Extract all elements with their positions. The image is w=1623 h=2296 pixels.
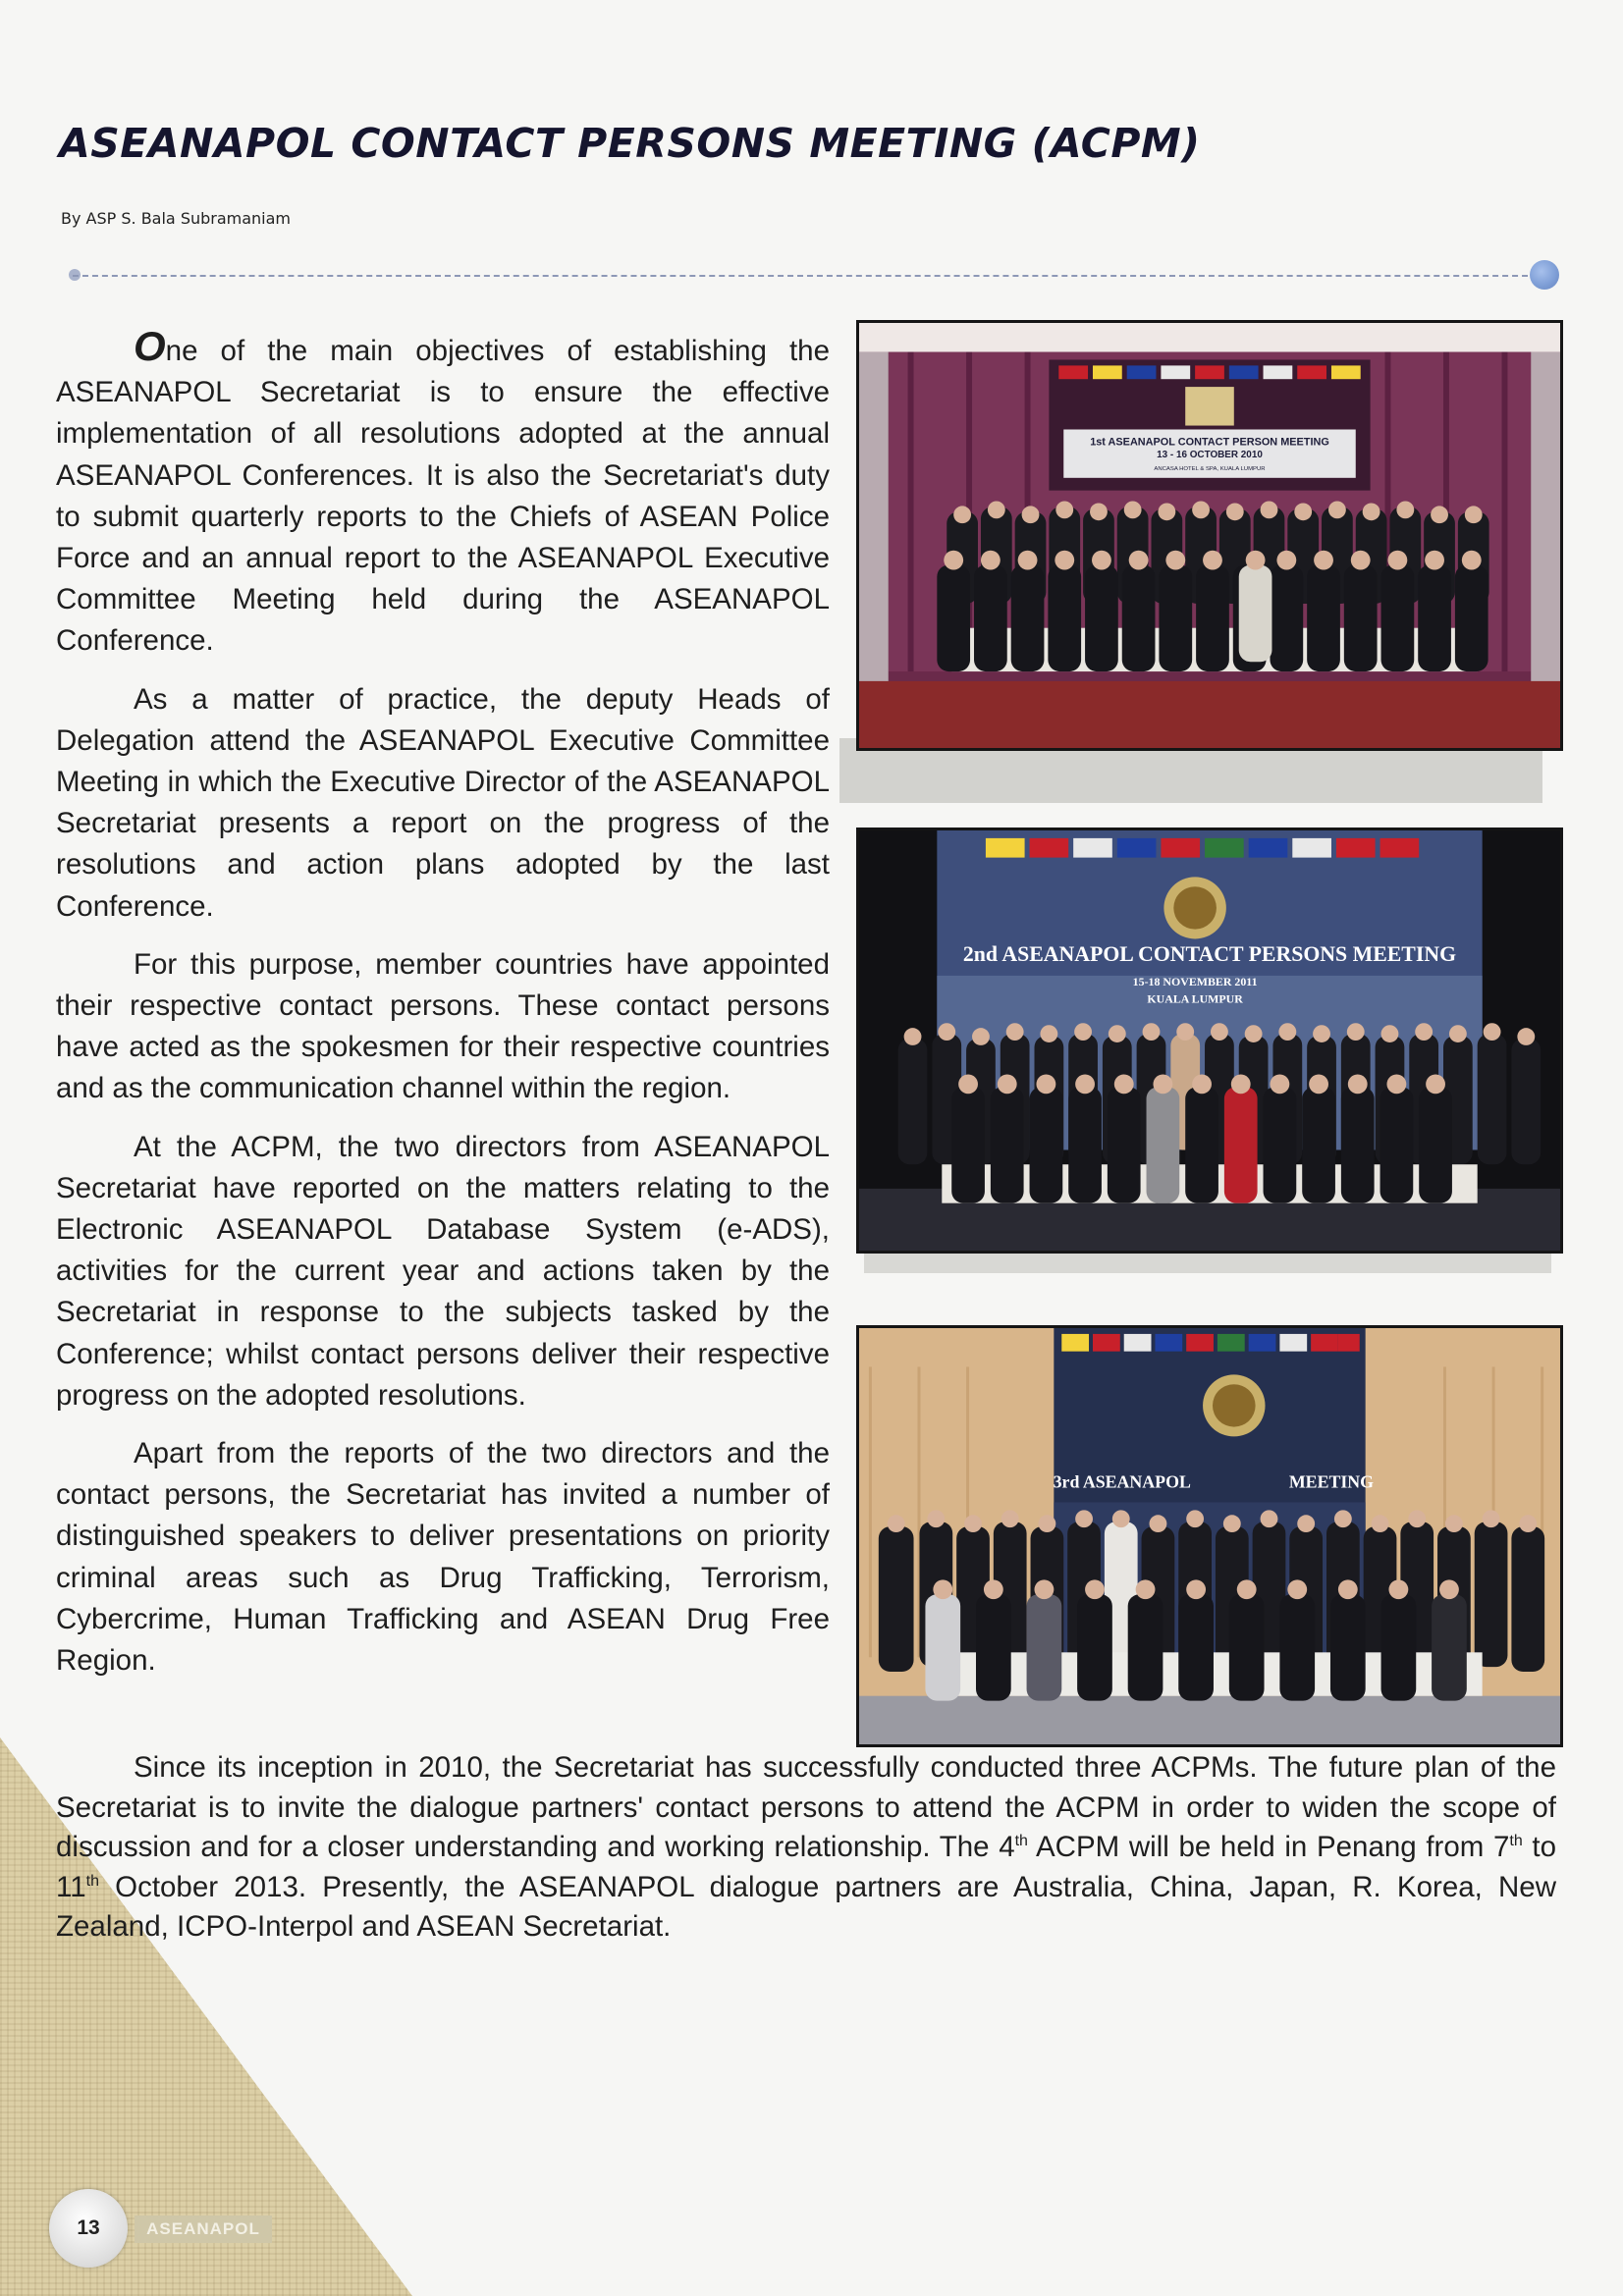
dashed-divider: [73, 275, 1538, 277]
paragraph-1: [56, 323, 830, 663]
byline: By ASP S. Bala Subramaniam: [61, 209, 292, 228]
photo-2-banner-line-2: 15-18 NOVEMBER 2011: [1132, 974, 1258, 988]
paragraph-1-text: ne of the main objectives of establishing the ASEANAPOL Secretariat is to ensure the effective implementation of all resolutions adopted at the annual ASEANAPOL Conferences. It is also the Secretariat's duty to submit quarterly reports to the Chiefs of ASEAN Police Force and an annual report to the ASEANAPOL Executive Committee Meeting held during the ASEANAPOL Conference.: [56, 335, 830, 658]
paragraph-5: Apart from the reports of the two directors and the contact persons, the Secretariat has invited a number of distinguished speakers to deliver presentations on priority criminal areas such as Drug Trafficking, Terrorism, Cybercrime, Human Trafficking and ASEAN Drug Free Region.: [56, 1437, 830, 1678]
superscript: th: [1509, 1833, 1523, 1850]
photo-1-banner-line-2: 13 - 16 OCTOBER 2010: [1157, 450, 1263, 461]
photo-shadow: [864, 1252, 1551, 1273]
drop-cap: O: [134, 323, 166, 369]
footer-label: ASEANAPOL: [135, 2216, 272, 2243]
paragraph-4: At the ACPM, the two directors from ASEANAPOL Secretariat have reported on the matters relating to the Electronic ASEANAPOL Database System (e-ADS), activities for the current year and actions taken by the Secretariat in response to the subjects tasked by the Conference; whilst contact persons deliver their respective progress on the adopted resolutions.: [56, 1130, 830, 1412]
p6-part-d: October 2013. Presently, the ASEANAPOL dialogue partners are Australia, China, Japan, R. Korea, New Zealand, ICPO-Interpol and ASEAN Secretariat.: [56, 1870, 1556, 1943]
photo-1st-acpm-group: [856, 320, 1563, 751]
photo-1-banner-line-1: 1st ASEANAPOL CONTACT PERSON MEETING: [1090, 436, 1329, 449]
article-title: ASEANAPOL CONTACT PERSONS MEETING (ACPM): [59, 120, 1201, 167]
photo-2nd-acpm-group: [856, 828, 1563, 1254]
superscript: th: [85, 1872, 99, 1890]
article-closing-paragraph: [56, 1748, 1556, 1948]
photo-2-banner-line-1: 2nd ASEANAPOL CONTACT PERSONS MEETING: [962, 942, 1457, 967]
p6-part-a: Since its inception in 2010, the Secretariat has successfully conducted three ACPMs. The future plan of the Secretariat is to invite the dialogue partners' contact persons to attend the ACPM in order to widen the scope of discussion and for a closer understanding and working relationship. The 4: [56, 1751, 1556, 1863]
photo-2-banner-line-3: KUALA LUMPUR: [1147, 991, 1243, 1006]
page-number-badge: 13: [49, 2189, 128, 2268]
photo-1-banner-line-3: ANCASA HOTEL & SPA, KUALA LUMPUR: [1154, 465, 1266, 472]
paragraph-3: For this purpose, member countries have appointed their respective contact persons. These contact persons have acted as the spokesmen for their respective countries and as the communication channel within the region.: [56, 947, 830, 1105]
superscript: th: [1014, 1833, 1028, 1850]
paragraph-2: As a matter of practice, the deputy Heads of Delegation attend the ASEANAPOL Executive Committee Meeting in which the Executive Director of the ASEANAPOL Secretariat presents a report on the progress of the resolutions and action plans adopted by the last Conference.: [56, 682, 830, 923]
p6-part-b: ACPM will be held in Penang from 7: [1027, 1831, 1510, 1863]
p6-part-c: to 11: [56, 1831, 1556, 1903]
photo-3-banner-left: 3rd ASEANAPOL: [1053, 1471, 1191, 1492]
photo-3rd-acpm-group: [856, 1325, 1563, 1747]
divider-end-dot: [1530, 260, 1559, 290]
article-body-column: [56, 323, 830, 1698]
photo-3-banner-right: MEETING: [1288, 1471, 1375, 1492]
paragraph-6: [56, 1748, 1556, 1948]
